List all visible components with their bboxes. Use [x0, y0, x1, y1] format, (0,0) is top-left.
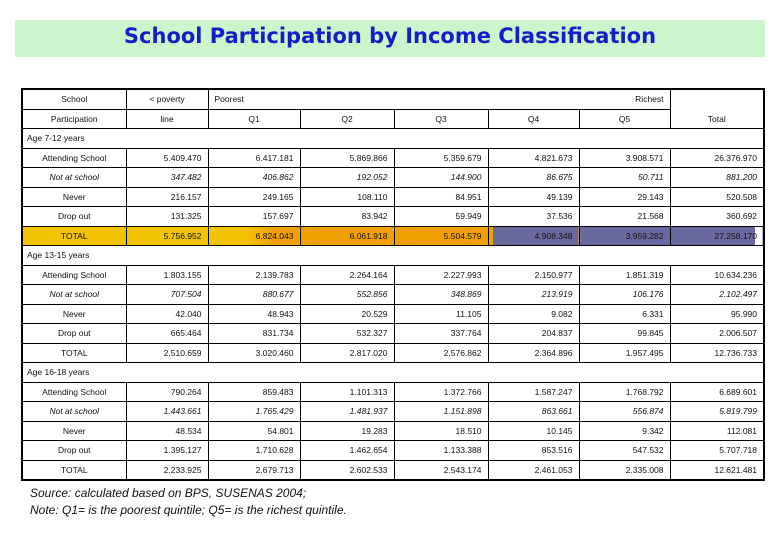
value-cell: 59.949: [394, 207, 488, 227]
value-cell: 95.990: [670, 304, 764, 324]
value-cell: 4.908.348: [488, 226, 579, 246]
value-cell: 1.462.654: [300, 441, 394, 461]
table-row: [22, 148, 764, 168]
value-cell: 157.697: [208, 207, 300, 227]
value-cell: 3.959.282: [579, 226, 670, 246]
value-cell: 1.395.127: [126, 441, 208, 461]
value-cell: 1.151.898: [394, 402, 488, 422]
section-row: [22, 363, 764, 383]
row-label: TOTAL: [22, 460, 126, 480]
value-cell: 86.675: [488, 168, 579, 188]
value-cell: 1.851.319: [579, 265, 670, 285]
quintile-note-line: Note: Q1= is the poorest quintile; Q5= is the richest quintile.: [30, 503, 347, 517]
value-cell: 2.461.053: [488, 460, 579, 480]
value-cell: 204.837: [488, 324, 579, 344]
value-cell: 520.508: [670, 187, 764, 207]
value-cell: 5.707.718: [670, 441, 764, 461]
value-cell: 2.679.713: [208, 460, 300, 480]
value-cell: 112.081: [670, 421, 764, 441]
value-cell: 2.543.174: [394, 460, 488, 480]
header-total: Total: [670, 89, 764, 129]
value-cell: 552.856: [300, 285, 394, 305]
page-title: School Participation by Income Classification: [123, 24, 657, 48]
value-cell: 5.409.470: [126, 148, 208, 168]
value-cell: 790.264: [126, 382, 208, 402]
row-label: Not at school: [22, 168, 126, 188]
value-cell: 665.464: [126, 324, 208, 344]
value-cell: 99.845: [579, 324, 670, 344]
value-cell: 29.143: [579, 187, 670, 207]
value-cell: 547.532: [579, 441, 670, 461]
header-row-2: [22, 109, 764, 129]
source-note: [30, 485, 347, 519]
value-cell: 337.764: [394, 324, 488, 344]
value-cell: 5.756.952: [126, 226, 208, 246]
value-cell: 863.661: [488, 402, 579, 422]
value-cell: 54.801: [208, 421, 300, 441]
table-row: [22, 382, 764, 402]
value-cell: 106.176: [579, 285, 670, 305]
value-cell: 213.919: [488, 285, 579, 305]
value-cell: 2.102.497: [670, 285, 764, 305]
value-cell: 21.568: [579, 207, 670, 227]
value-cell: 880.677: [208, 285, 300, 305]
header-poverty: < poverty: [126, 89, 208, 109]
value-cell: 707.504: [126, 285, 208, 305]
value-cell: 2.602.533: [300, 460, 394, 480]
table-row: [22, 441, 764, 461]
value-cell: 42.040: [126, 304, 208, 324]
table-row: [22, 402, 764, 422]
value-cell: 347.482: [126, 168, 208, 188]
row-label: Not at school: [22, 402, 126, 422]
value-cell: 853.516: [488, 441, 579, 461]
table-row: [22, 207, 764, 227]
header-quintile-range: [208, 89, 670, 109]
table-row: [22, 285, 764, 305]
header-q1: Q1: [208, 109, 300, 129]
value-cell: 83.942: [300, 207, 394, 227]
value-cell: 12.621.481: [670, 460, 764, 480]
row-label: Never: [22, 304, 126, 324]
row-label: Attending School: [22, 265, 126, 285]
header-row-1: [22, 89, 764, 109]
value-cell: 360.692: [670, 207, 764, 227]
value-cell: 2.817.020: [300, 343, 394, 363]
value-cell: 1.765.429: [208, 402, 300, 422]
value-cell: 5.819.799: [670, 402, 764, 422]
value-cell: 1.803.155: [126, 265, 208, 285]
header-q2: Q2: [300, 109, 394, 129]
header-q3: Q3: [394, 109, 488, 129]
value-cell: 2.006.507: [670, 324, 764, 344]
value-cell: 556.874: [579, 402, 670, 422]
value-cell: 1.133.388: [394, 441, 488, 461]
value-cell: 859.483: [208, 382, 300, 402]
value-cell: 406.862: [208, 168, 300, 188]
header-poorest: Poorest: [214, 94, 244, 105]
table-row: [22, 226, 764, 246]
value-cell: 1.587.247: [488, 382, 579, 402]
value-cell: 192.052: [300, 168, 394, 188]
value-cell: 348.869: [394, 285, 488, 305]
value-cell: 2.335.008: [579, 460, 670, 480]
value-cell: 216.157: [126, 187, 208, 207]
value-cell: 2.227.993: [394, 265, 488, 285]
value-cell: 37.536: [488, 207, 579, 227]
row-label: Attending School: [22, 148, 126, 168]
value-cell: 5.869.866: [300, 148, 394, 168]
value-cell: 26.376.970: [670, 148, 764, 168]
row-label: Never: [22, 187, 126, 207]
value-cell: 131.325: [126, 207, 208, 227]
table-row: [22, 460, 764, 480]
value-cell: 2.264.164: [300, 265, 394, 285]
value-cell: 2.364.896: [488, 343, 579, 363]
value-cell: 6.689.601: [670, 382, 764, 402]
value-cell: 5.504.579: [394, 226, 488, 246]
section-label: Age 13-15 years: [22, 246, 764, 266]
value-cell: 2.139.783: [208, 265, 300, 285]
value-cell: 2.576.862: [394, 343, 488, 363]
row-label: Drop out: [22, 441, 126, 461]
value-cell: 50.711: [579, 168, 670, 188]
title-band: [15, 20, 765, 57]
value-cell: 2.233.925: [126, 460, 208, 480]
value-cell: 9.342: [579, 421, 670, 441]
value-cell: 144.900: [394, 168, 488, 188]
value-cell: 48.943: [208, 304, 300, 324]
value-cell: 249.165: [208, 187, 300, 207]
section-label: Age 16-18 years: [22, 363, 764, 383]
table-row: [22, 187, 764, 207]
row-label: Not at school: [22, 285, 126, 305]
section-row: [22, 129, 764, 149]
value-cell: 1.957.495: [579, 343, 670, 363]
value-cell: 20.529: [300, 304, 394, 324]
value-cell: 2.510.659: [126, 343, 208, 363]
value-cell: 9.082: [488, 304, 579, 324]
value-cell: 881.200: [670, 168, 764, 188]
section-label: Age 7-12 years: [22, 129, 764, 149]
value-cell: 3.908.571: [579, 148, 670, 168]
value-cell: 1.101.313: [300, 382, 394, 402]
table-row: [22, 421, 764, 441]
value-cell: 6.824.043: [208, 226, 300, 246]
value-cell: 11.105: [394, 304, 488, 324]
value-cell: 6.417.181: [208, 148, 300, 168]
header-line: line: [126, 109, 208, 129]
source-line: Source: calculated based on BPS, SUSENAS 2004;: [30, 486, 307, 500]
value-cell: 10.634.236: [670, 265, 764, 285]
value-cell: 2.150.977: [488, 265, 579, 285]
table-row: [22, 304, 764, 324]
row-label: Drop out: [22, 324, 126, 344]
header-school: School: [22, 89, 126, 109]
value-cell: 1.710.628: [208, 441, 300, 461]
value-cell: 6.331: [579, 304, 670, 324]
value-cell: 6.061.918: [300, 226, 394, 246]
row-label: TOTAL: [22, 343, 126, 363]
value-cell: 5.359.679: [394, 148, 488, 168]
value-cell: 27.258.170: [670, 226, 764, 246]
value-cell: 48.534: [126, 421, 208, 441]
row-label: TOTAL: [22, 226, 126, 246]
value-cell: 3.020.460: [208, 343, 300, 363]
value-cell: 12.736.733: [670, 343, 764, 363]
value-cell: 10.145: [488, 421, 579, 441]
header-participation: Participation: [22, 109, 126, 129]
income-classification-table: [21, 88, 765, 481]
header-richest: Richest: [635, 94, 664, 105]
row-label: Never: [22, 421, 126, 441]
value-cell: 1.372.766: [394, 382, 488, 402]
value-cell: 49.139: [488, 187, 579, 207]
value-cell: 84.951: [394, 187, 488, 207]
value-cell: 19.283: [300, 421, 394, 441]
table-row: [22, 343, 764, 363]
value-cell: 18.510: [394, 421, 488, 441]
header-q4: Q4: [488, 109, 579, 129]
table-row: [22, 265, 764, 285]
table-row: [22, 168, 764, 188]
value-cell: 4.821.673: [488, 148, 579, 168]
row-label: Drop out: [22, 207, 126, 227]
section-row: [22, 246, 764, 266]
value-cell: 1.768.792: [579, 382, 670, 402]
value-cell: 108.110: [300, 187, 394, 207]
row-label: Attending School: [22, 382, 126, 402]
header-q5: Q5: [579, 109, 670, 129]
table-row: [22, 324, 764, 344]
value-cell: 1.443.661: [126, 402, 208, 422]
value-cell: 532.327: [300, 324, 394, 344]
value-cell: 1.481.937: [300, 402, 394, 422]
value-cell: 831.734: [208, 324, 300, 344]
